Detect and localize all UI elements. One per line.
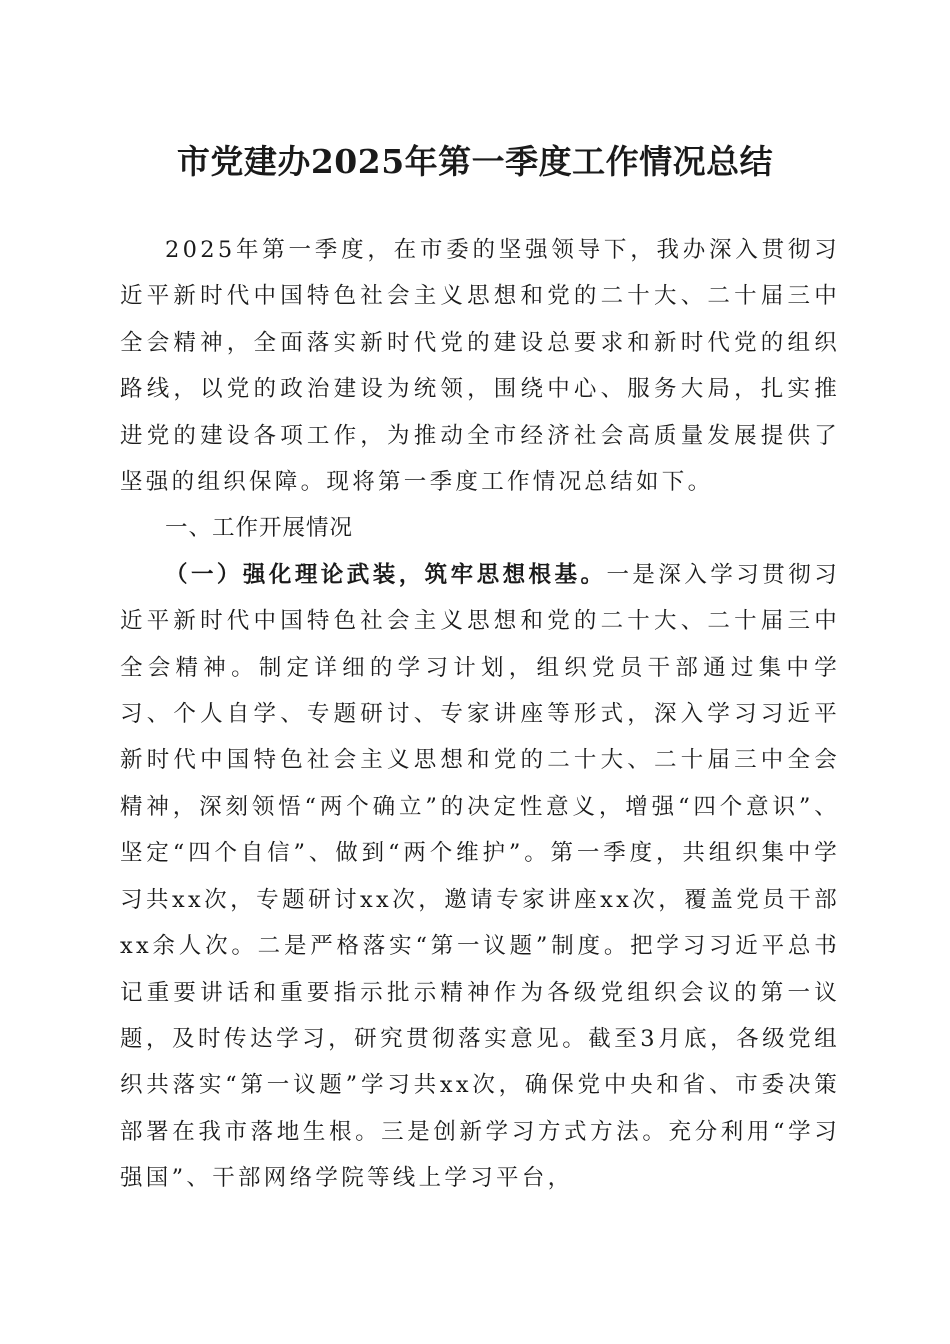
document-title: 市党建办2025年第一季度工作情况总结 (176, 142, 774, 181)
document-body (120, 227, 840, 1202)
subsection-paragraph (120, 552, 840, 1202)
section-heading: 一、工作开展情况 (165, 515, 354, 542)
intro-paragraph: 2025年第一季度，在市委的坚强领导下，我办深入贯彻习近平新时代中国特色社会主义思想和党的二十大、二十届三中全会精神，全面落实新时代党的建设总要求和新时代党的组织路线，以党的政治建设为统领，围绕中心、服务大局，扎实推进党的建设各项工作，为推动全市经济社会高质量发展提供了坚强的组织保障。现将第一季度工作情况总结如下。 (120, 237, 840, 496)
subsection-body: 一是深入学习贯彻习近平新时代中国特色社会主义思想和党的二十大、二十届三中全会精神。制定详细的学习计划，组织党员干部通过集中学习、个人自学、专题研讨、专家讲座等形式，深入学习习近平新时代中国特色社会主义思想和党的二十大、二十届三中全会精神，深刻领悟“两个确立”的决定性意义，增强“四个意识”、坚定“四个自信”、做到“两个维护”。第一季度，共组织集中学习共xx次，专题研讨xx次，邀请专家讲座xx次，覆盖党员干部xx余人次。二是严格落实“第一议题”制度。把学习习近平总书记重要讲话和重要指示批示精神作为各级党组织会议的第一议题，及时传达学习，研究贯彻落实意见。截至3月底，各级党组织共落实“第一议题”学习共xx次，确保党中央和省、市委决策部署在我市落地生根。三是创新学习方式方法。充分利用“学习强国”、干部网络学院等线上学习平台， (120, 561, 840, 1192)
subsection-heading: （一）强化理论武装，筑牢思想根基。 (165, 561, 607, 588)
